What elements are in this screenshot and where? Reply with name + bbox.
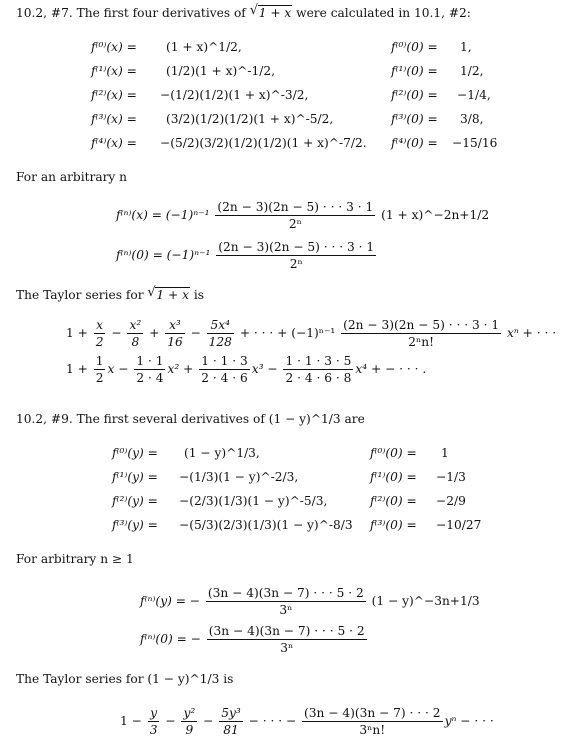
derivative-lhs: f⁽⁰⁾(x) = — [91, 40, 137, 54]
derivative-rhs: (1/2)(1 + x)^-1/2, — [166, 64, 276, 78]
taylor-series-1: 1 + $\frac{x}{2}$ − $\frac{\text{x²}}{8}$ + $\frac{\text{x³}}{16}$ − $\frac{\text{5x⁴}}{128}$ + · · · + (−1)ⁿ⁻¹ $\frac{(2n - 3)(2n - 5) \cdot \cdot \cdot 3 \cdot 1}{\text{2ⁿn!}}$ xⁿ + · · · — [66, 318, 557, 350]
section1-heading — [16, 3, 471, 20]
value-lhs: f⁽¹⁾(0) = — [370, 470, 417, 484]
derivative-lhs: f⁽²⁾(x) = — [91, 88, 137, 102]
taylor-heading: The Taylor series for (1 − y)^1/3 is — [16, 672, 234, 686]
value-rhs: 1 — [441, 446, 449, 460]
general-derivative-formula: f⁽ⁿ⁾(x) = (−1)ⁿ⁻¹ $\frac{(2n - 3)(2n - 5) \cdot \cdot \cdot 3 \cdot 1}{\text{2ⁿ}}$ (1 + x)^−2n+1/2 — [116, 200, 490, 232]
value-rhs: 3/8, — [460, 112, 484, 126]
derivative-lhs: f⁽⁰⁾(y) = — [112, 446, 158, 460]
fraction: $\frac{(3n - 4)(3n - 7) \cdot \cdot \cdot 2}{\text{3ⁿn!}}$ — [304, 706, 441, 738]
derivative-lhs: f⁽¹⁾(x) = — [91, 64, 137, 78]
derivative-rhs: −(1/2)(1/2)(1 + x)^-3/2, — [160, 88, 309, 102]
derivative-rhs: (1 + x)^1/2, — [166, 40, 242, 54]
fraction: $\frac{\text{y²}}{9}$ — [183, 706, 196, 738]
paragraph-text: For an arbitrary n — [16, 170, 128, 184]
fraction: $\frac{\text{x²}}{8}$ — [129, 318, 142, 350]
fraction: $\frac{\text{5y³}}{81}$ — [221, 706, 241, 738]
derivative-lhs: f⁽³⁾(y) = — [112, 518, 158, 532]
general-derivative-formula: f⁽ⁿ⁾(y) = − $\frac{(3n - 4)(3n - 7) \cdot \cdot \cdot 5 \cdot 2}{\text{3ⁿ}}$ (1 − y)^−3n+1/3 — [140, 586, 480, 618]
fraction: $\frac{(2n - 3)(2n - 5) \cdot \cdot \cdot 3 \cdot 1}{\text{2ⁿ}}$ — [217, 200, 374, 232]
derivative-lhs: f⁽¹⁾(y) = — [112, 470, 158, 484]
value-lhs: f⁽¹⁾(0) = — [391, 64, 438, 78]
fraction: $\frac{(2n - 3)(2n - 5) \cdot \cdot \cdot 3 \cdot 1}{\text{2ⁿ}}$ — [218, 240, 375, 272]
fraction: $\frac{1}{2}$ — [95, 354, 104, 386]
value-rhs: −10/27 — [436, 518, 482, 532]
value-lhs: f⁽⁴⁾(0) = — [391, 136, 438, 150]
taylor-series: 1 − $\frac{y}{3}$ − $\frac{\text{y²}}{9}$ − $\frac{\text{5y³}}{81}$ − · · · − $\frac{(3n - 4)(3n - 7) \cdot \cdot \cdot 2}{\text{3ⁿn!}}$ yⁿ − · · · — [120, 706, 494, 738]
value-lhs: f⁽³⁾(0) = — [391, 112, 438, 126]
paragraph-text: For arbitrary n ≥ 1 — [16, 552, 134, 566]
fraction: $\frac{\text{x³}}{16}$ — [167, 318, 183, 350]
derivative-lhs: f⁽²⁾(y) = — [112, 494, 158, 508]
value-lhs: f⁽²⁾(0) = — [370, 494, 417, 508]
derivative-rhs: −(5/2)(3/2)(1/2)(1/2)(1 + x)^-7/2. — [160, 136, 367, 150]
heading-text: 10.2, #7. The first four derivatives of — [16, 6, 250, 20]
value-lhs: f⁽⁰⁾(0) = — [370, 446, 417, 460]
value-lhs: f⁽²⁾(0) = — [391, 88, 438, 102]
derivative-lhs: f⁽⁴⁾(x) = — [91, 136, 137, 150]
general-value-formula: f⁽ⁿ⁾(0) = − $\frac{(3n - 4)(3n - 7) \cdot \cdot \cdot 5 \cdot 2}{\text{3ⁿ}}$ — [140, 624, 365, 656]
fraction: $\frac{y}{3}$ — [149, 706, 158, 738]
taylor-series-2: 1 + $\frac{1}{2}$ x − $\frac{1 \cdot 1}{2 \cdot 4}$ x² + $\frac{1 \cdot 1 \cdot 3}{2 \cdot 4 \cdot 6}$ x³ − $\frac{1 \cdot 1 \cdot 3 \cdot 5}{2 \cdot 4 \cdot 6 \cdot 8}$ x⁴ + − · · · . — [66, 354, 427, 386]
fraction: $\frac{(3n - 4)(3n - 7) \cdot \cdot \cdot 5 \cdot 2}{\text{3ⁿ}}$ — [208, 624, 365, 656]
fraction: $\frac{(2n - 3)(2n - 5) \cdot \cdot \cdot 3 \cdot 1}{\text{2ⁿn!}}$ — [343, 318, 500, 350]
fraction: $\frac{1 \cdot 1 \cdot 3 \cdot 5}{2 \cdot 4 \cdot 6 \cdot 8}$ — [285, 354, 352, 386]
value-rhs: 1/2, — [460, 64, 484, 78]
sqrt-expression: √ 1 + x — [147, 285, 190, 302]
derivative-rhs: (1 − y)^1/3, — [184, 446, 260, 460]
fraction: $\frac{\text{5x⁴}}{128}$ — [208, 318, 232, 350]
value-rhs: −15/16 — [452, 136, 498, 150]
taylor-heading: The Taylor series for √ 1 + x is — [16, 285, 205, 302]
fraction: $\frac{(3n - 4)(3n - 7) \cdot \cdot \cdot 5 \cdot 2}{\text{3ⁿ}}$ — [207, 586, 364, 618]
derivative-rhs: −(2/3)(1/3)(1 − y)^-5/3, — [179, 494, 328, 508]
sqrt-expression: √ 1 + x — [249, 3, 292, 20]
fraction: $\frac{x}{2}$ — [95, 318, 104, 350]
fraction: $\frac{1 \cdot 1}{2 \cdot 4}$ — [136, 354, 164, 386]
value-lhs: f⁽⁰⁾(0) = — [391, 40, 438, 54]
value-lhs: f⁽³⁾(0) = — [370, 518, 417, 532]
derivative-rhs: −(1/3)(1 − y)^-2/3, — [179, 470, 299, 484]
value-rhs: −1/4, — [457, 88, 491, 102]
section2-heading: 10.2, #9. The first several derivatives of (1 − y)^1/3 are — [16, 412, 365, 426]
general-value-formula: f⁽ⁿ⁾(0) = (−1)ⁿ⁻¹ $\frac{(2n - 3)(2n - 5) \cdot \cdot \cdot 3 \cdot 1}{\text{2ⁿ}}$ — [116, 240, 375, 272]
value-rhs: −1/3 — [436, 470, 466, 484]
derivative-lhs: f⁽³⁾(x) = — [91, 112, 137, 126]
derivative-rhs: −(5/3)(2/3)(1/3)(1 − y)^-8/3 — [179, 518, 353, 532]
derivative-rhs: (3/2)(1/2)(1/2)(1 + x)^-5/2, — [166, 112, 334, 126]
fraction: $\frac{1 \cdot 1 \cdot 3}{2 \cdot 4 \cdot 6}$ — [201, 354, 248, 386]
value-rhs: −2/9 — [436, 494, 466, 508]
heading-text: were calculated in 10.1, #2: — [292, 6, 471, 20]
value-rhs: 1, — [460, 40, 472, 54]
